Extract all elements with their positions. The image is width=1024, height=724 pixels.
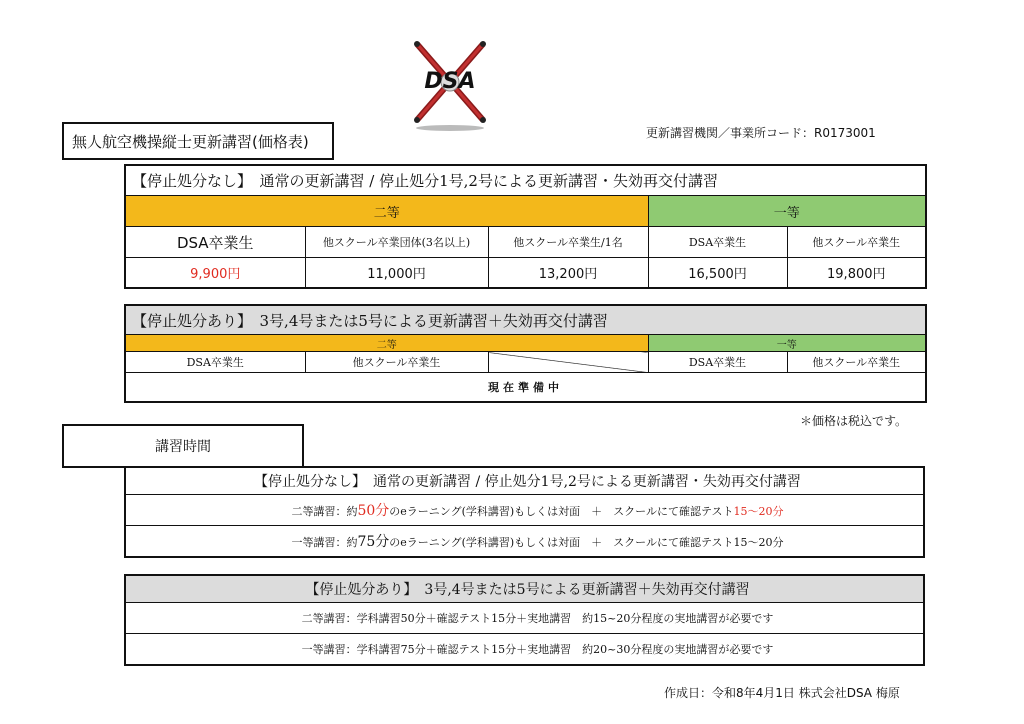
price-cell: 11,000円 — [305, 258, 488, 289]
status-preparing: 現在準備中 — [125, 373, 926, 403]
hours-table-no-suspension — [124, 466, 925, 558]
logo-text: DSA — [424, 69, 476, 94]
hours-table-header: 【停止処分なし】 通常の更新講習 / 停止処分1号,2号による更新講習・失効再交付講習 — [125, 467, 924, 495]
price-table-no-suspension — [124, 164, 927, 289]
column-label: 他スクール卒業生 — [305, 352, 488, 373]
page-title: 無人航空機操縦士更新講習(価格表) — [62, 122, 334, 160]
price-cell: 13,200円 — [488, 258, 648, 289]
hours-table-suspension — [124, 574, 925, 666]
column-label: 他スクール卒業生/1名 — [488, 227, 648, 258]
hours-row-grade-1: 一等講習：学科講習75分＋確認テスト15分＋実地講習 約20~30分程度の実地講習が必要です — [125, 634, 924, 666]
grade-2-header: 二等 — [125, 335, 648, 352]
column-label: DSA卒業生 — [125, 227, 305, 258]
column-label: DSA卒業生 — [125, 352, 305, 373]
price-table-suspension — [124, 304, 927, 403]
hours-row-grade-2: 二等講習：学科講習50分＋確認テスト15分＋実地講習 約15~20分程度の実地講習が必要です — [125, 603, 924, 634]
column-label: 他スクール卒業生 — [787, 227, 926, 258]
price-cell: 16,500円 — [648, 258, 787, 289]
footer-created-date: 作成日：令和8年4月1日 株式会社DSA 梅原 — [664, 686, 900, 700]
column-label: DSA卒業生 — [648, 352, 787, 373]
price-cell: 9,900円 — [125, 258, 305, 289]
agency-code: 更新講習機関／事業所コード：R0173001 — [646, 126, 876, 140]
price-table-header: 【停止処分なし】 通常の更新講習 / 停止処分1号,2号による更新講習・失効再交付講習 — [125, 165, 926, 196]
price-table-header: 【停止処分あり】 3号,4号または5号による更新講習＋失効再交付講習 — [125, 305, 926, 335]
hours-row-grade-2: 二等講習：約50分のeラーニング(学科講習)もしくは対面 ＋ スクールにて確認テスト15〜20分 — [125, 495, 924, 526]
drone-x-icon — [405, 40, 495, 135]
grade-2-header: 二等 — [125, 196, 648, 227]
price-cell: 19,800円 — [787, 258, 926, 289]
column-label: 他スクール卒業団体(3名以上) — [305, 227, 488, 258]
empty-cell — [488, 352, 648, 373]
hours-title: 講習時間 — [62, 424, 304, 468]
column-label: 他スクール卒業生 — [787, 352, 926, 373]
column-label: DSA卒業生 — [648, 227, 787, 258]
dsa-logo — [405, 40, 495, 135]
hours-row-grade-1: 一等講習：約75分のeラーニング(学科講習)もしくは対面 ＋ スクールにて確認テスト15〜20分 — [125, 526, 924, 558]
grade-1-header: 一等 — [648, 196, 926, 227]
tax-note: ＊価格は税込です。 — [800, 414, 908, 428]
hours-table-header: 【停止処分あり】 3号,4号または5号による更新講習＋失効再交付講習 — [125, 575, 924, 603]
grade-1-header: 一等 — [648, 335, 926, 352]
